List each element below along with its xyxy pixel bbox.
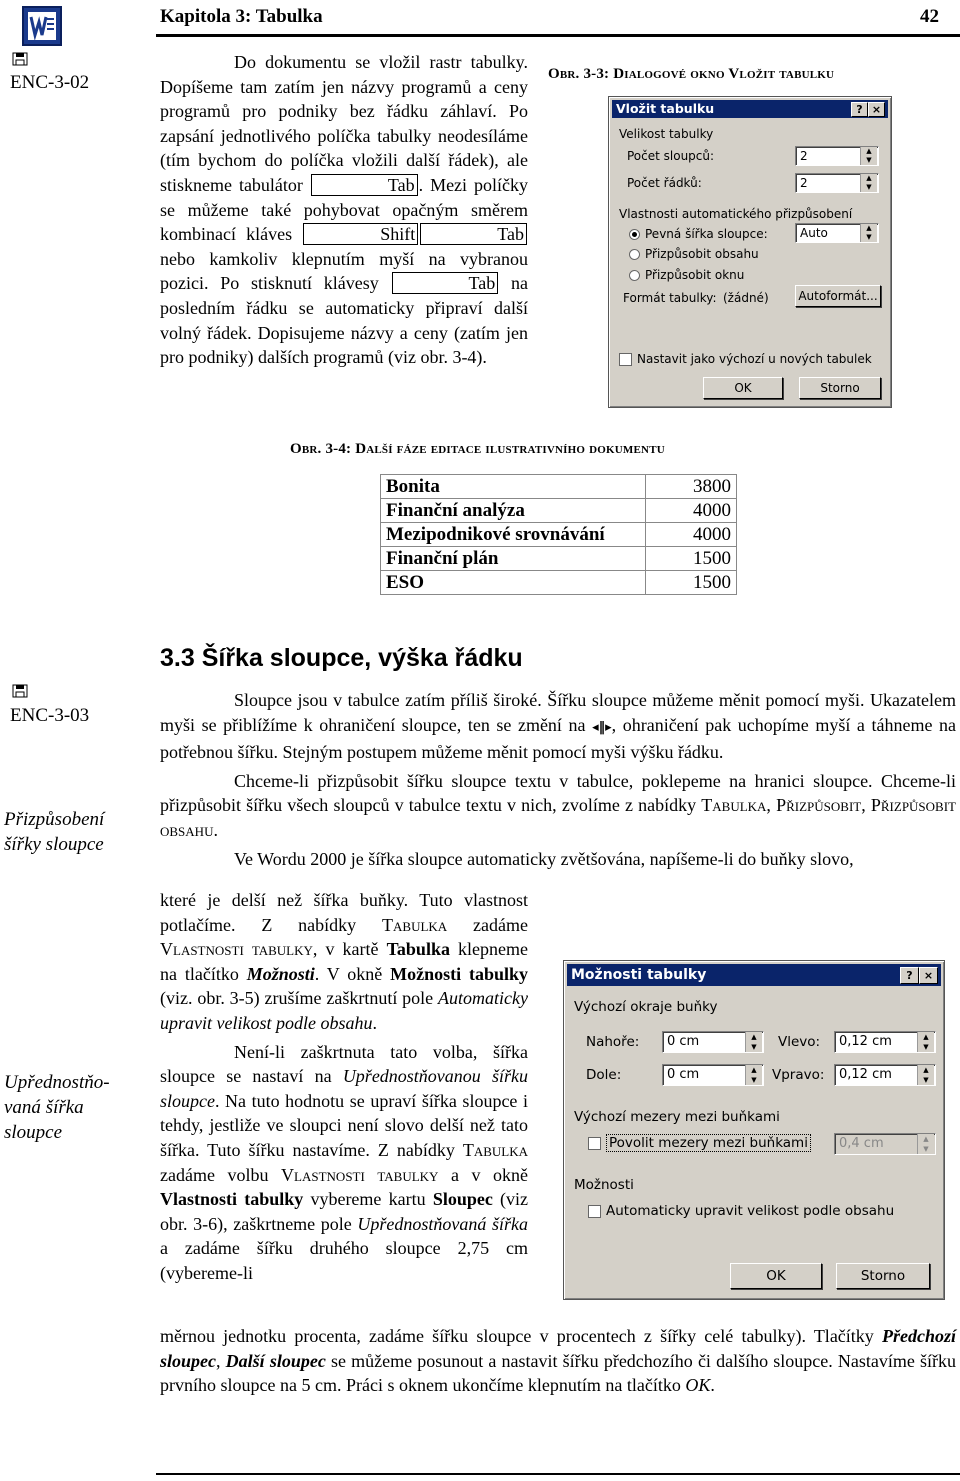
p5-italic-1: Upřednostňovanou šířku sloupce — [160, 1066, 529, 1111]
radio-icon[interactable] — [629, 229, 640, 240]
spacing-checkbox[interactable]: Povolit mezery mezi buňkami — [588, 1135, 811, 1151]
radio-icon[interactable] — [629, 270, 640, 281]
p4-italic-1: Možnosti — [246, 963, 315, 984]
checkbox-icon[interactable] — [619, 353, 632, 366]
p5-text-2: . Na tuto hodnotu se upraví šířka sloupce i tehdy, jestliže ve sloupci není slovo delší než tato šířka. Tuto šířku nastavíme. Z nabídky — [160, 1090, 528, 1160]
cols-input[interactable]: 2 ▲ ▼ — [795, 146, 879, 166]
p5-bold-2: Sloupec — [432, 1189, 493, 1210]
options-group-label: Možnosti — [574, 1177, 634, 1193]
p5-text-8: měrnou jednotku procenta, zadáme šířku sloupce v procentech z šířky celé tabulky). Tlačítky — [160, 1326, 874, 1346]
key-tab: Tab — [311, 174, 418, 196]
close-icon[interactable]: × — [868, 102, 885, 117]
size-group-label: Velikost tabulky — [619, 127, 714, 141]
p5-text-3: zadáme volbu — [160, 1164, 269, 1185]
spinner-icon[interactable]: ▲ ▼ — [745, 1065, 762, 1085]
p5-text-4: a v okně — [450, 1164, 529, 1185]
p1-text-4: na posledním řádku se automaticky připraví další volný řádek. Dopisujeme názvy a ceny (zatím jen pro podniky) dalších programů (viz obr. 3-4). — [160, 273, 528, 368]
p4-text-2: které je delší než šířka buňky. Tuto vlastnost potlačíme. Z nabídky — [160, 890, 528, 935]
close-icon[interactable]: × — [919, 967, 938, 984]
insert-table-dialog — [608, 96, 892, 408]
paragraph-5-end — [160, 1324, 956, 1398]
default-checkbox[interactable]: Nastavit jako výchozí u nových tabulek — [619, 352, 872, 366]
key-shift: Shift — [303, 223, 418, 245]
dialog-title: Vložit tabulku — [616, 101, 715, 116]
table-cell: 3800 — [646, 475, 737, 499]
dialog-titlebar — [567, 964, 941, 986]
p5-text-10: se můžeme posunout a nastavit šířku předchozího či dalšího sloupce. Nastavíme šířku prvního sloupce na 5 cm. Práci s oknem ukončíme klepnutím na tlačítko — [160, 1350, 956, 1396]
p5-text-11: . — [710, 1375, 715, 1396]
bottom-label: Dole: — [586, 1067, 622, 1083]
fixed-width-input[interactable]: Auto ▲ ▼ — [795, 223, 879, 243]
page-number: 42 — [920, 6, 939, 27]
disk-icon — [12, 52, 28, 71]
p5-text-6: (viz obr. 3-6), zaškrtneme pole — [160, 1189, 529, 1234]
spacing-group-label: Výchozí mezery mezi buňkami — [574, 1109, 780, 1125]
paragraph-2 — [160, 688, 956, 871]
p5-menu-2: Vlastnosti tabulky — [281, 1164, 439, 1185]
table-row — [381, 571, 737, 595]
help-icon[interactable]: ? — [900, 967, 919, 984]
p3-text-1: Chceme-li přizpůsobit šířku sloupce textu v tabulce, poklepeme na hranici sloupce. Chceme-li přizpůsobit šířku všech sloupců v tabulce textu v nich, zvolíme z nabídky — [160, 770, 956, 816]
programs-table — [380, 474, 737, 595]
table-cell: Bonita — [381, 475, 646, 499]
left-label: Vlevo: — [778, 1034, 821, 1050]
p5-text-1: Není-li zaškrtnuta tato volba, šířka sloupce se nastaví na — [160, 1041, 528, 1087]
p4-text-5: klepneme na tlačítko — [160, 939, 528, 984]
right-input[interactable]: 0,12 cm ▲ ▼ — [834, 1064, 936, 1086]
p5-italic-4: Další sloupec — [225, 1350, 326, 1371]
margin-code-2: ENC-3-03 — [10, 705, 90, 726]
key-tab: Tab — [392, 272, 499, 294]
radio-fit-window[interactable]: Přizpůsobit oknu — [629, 268, 744, 282]
radio-icon[interactable] — [629, 249, 640, 260]
p1-text-2: . Mezi políčky se můžeme také pohybovat opačným směrem kombinací kláves — [160, 174, 528, 245]
p4-italic-2: Automaticky upravit velikost podle obsahu — [160, 988, 528, 1033]
ok-button[interactable]: OK — [703, 377, 783, 399]
bottom-input[interactable]: 0 cm ▲ ▼ — [662, 1064, 764, 1086]
p4-text-6: . V okně — [314, 963, 383, 984]
table-cell: 1500 — [646, 547, 737, 571]
table-cell: 1500 — [646, 571, 737, 595]
p2-text-2: , ohraničení pak uchopíme myší a táhneme na potřebnou šířku. Stejným postupem můžeme měnit pomocí myši výšku řádku. — [160, 714, 957, 763]
dialog-titlebar — [612, 100, 888, 118]
p5-italic-2: Upřednostňovaná šířka — [357, 1213, 529, 1234]
cancel-button[interactable]: Storno — [836, 1263, 930, 1289]
spacing-input[interactable]: 0,4 cm ▲ ▼ — [834, 1133, 936, 1155]
ok-button[interactable]: OK — [730, 1263, 822, 1289]
format-label: Formát tabulky: — [623, 291, 717, 305]
checkbox-icon[interactable] — [588, 1205, 601, 1218]
p5-text-7: a zadáme šířku druhého sloupce 2,75 cm (vybereme-li — [160, 1238, 528, 1283]
cols-label: Počet sloupců: — [627, 149, 715, 163]
checkbox-icon[interactable] — [588, 1137, 601, 1150]
spinner-icon[interactable]: ▲ ▼ — [860, 224, 877, 242]
p5-text-9: , — [216, 1350, 221, 1371]
table-cell: Finanční plán — [381, 547, 646, 571]
radio-fit-content[interactable]: Přizpůsobit obsahu — [629, 247, 759, 261]
table-cell: Finanční analýza — [381, 499, 646, 523]
table-cell: Mezipodnikové srovnávání — [381, 523, 646, 547]
spinner-icon[interactable]: ▲ ▼ — [917, 1032, 934, 1052]
rows-label: Počet řádků: — [627, 176, 702, 190]
table-row — [381, 523, 737, 547]
p4-bold-2: Možnosti tabulky — [390, 963, 528, 984]
table-cell: 4000 — [646, 523, 737, 547]
table-row — [381, 475, 737, 499]
header-rule — [156, 34, 960, 37]
p5-menu-1: Tabulka — [462, 1139, 529, 1160]
p4-text-1: Ve Wordu 2000 je šířka sloupce automaticky zvětšována, napíšeme-li do buňky slovo, — [234, 848, 854, 869]
p3-menu-path: Tabulka, Přizpůsobit, Přizpůsobit obsahu — [160, 795, 956, 840]
margin-note-1: Přizpůsobení šířky sloupce — [4, 809, 105, 855]
table-cell: 4000 — [646, 499, 737, 523]
word-logo-icon — [22, 6, 62, 46]
left-input[interactable]: 0,12 cm ▲ ▼ — [834, 1031, 936, 1053]
margin-note-2: Upřednostňo-vaná šířka sloupce — [4, 1072, 110, 1143]
table-options-dialog — [563, 960, 945, 1300]
right-label: Vpravo: — [772, 1067, 825, 1083]
autofit-group-label: Vlastnosti automatického přizpůsobení — [619, 207, 853, 221]
autoformat-button[interactable]: Autoformát... — [795, 285, 881, 307]
key-tab: Tab — [420, 223, 527, 245]
p5-italic-3: Předchozí sloupec — [160, 1326, 956, 1371]
radio-fixed-width[interactable]: Pevná šířka sloupce: — [629, 227, 768, 241]
paragraph-1 — [160, 50, 528, 370]
p5-text-5: vybereme kartu — [310, 1189, 426, 1210]
p4-text-4: , v kartě — [312, 939, 379, 960]
spinner-icon[interactable]: ▲ ▼ — [917, 1065, 934, 1085]
section-heading: 3.3 Šířka sloupce, výška řádku — [160, 644, 523, 672]
margin-code-1: ENC-3-02 — [10, 72, 90, 93]
chapter-title: Kapitola 3: Tabulka — [160, 6, 323, 27]
rows-input[interactable]: 2 ▲ ▼ — [795, 173, 879, 193]
table-cell: ESO — [381, 571, 646, 595]
p4-menu-2: Vlastnosti tabulky — [160, 939, 313, 960]
p5-italic-5: OK — [685, 1375, 711, 1396]
p4-bold-1: Tabulka — [386, 939, 450, 960]
top-input[interactable]: 0 cm ▲ ▼ — [662, 1031, 764, 1053]
dialog-title: Možnosti tabulky — [571, 967, 707, 983]
table-row — [381, 547, 737, 571]
cancel-button[interactable]: Storno — [799, 377, 881, 399]
p5-bold-1: Vlastnosti tabulky — [160, 1189, 304, 1210]
p3-text-2: . — [213, 819, 218, 840]
spinner-icon[interactable]: ▲ ▼ — [860, 147, 877, 165]
p4-text-3: zadáme — [473, 914, 529, 935]
p1-text-3: nebo kamkoliv klepnutím myší na vybranou pozici. Po stisknutí klávesy — [160, 248, 528, 294]
table-row — [381, 499, 737, 523]
resize-cursor-icon: ◂‖▸ — [592, 719, 612, 735]
p4-text-7: (viz. obr. 3-5) zrušíme zaškrtnutí pole — [160, 988, 434, 1009]
p4-text-8: . — [372, 1012, 377, 1033]
p1-text-1: Do dokumentu se vložil rastr tabulky. Dopíšeme tam zatím jen názvy programů a ceny programů pro podniky bez řádku záhlaví. Po zapsání jednotlivého políčka tabulky neodesíláme (tím bychom do políčka vložili další řádek), ale stiskneme tabulátor — [160, 52, 528, 195]
disk-icon — [12, 684, 28, 703]
spinner-icon[interactable]: ▲ ▼ — [860, 174, 877, 192]
autofit-checkbox[interactable]: Automaticky upravit velikost podle obsahu — [588, 1203, 894, 1219]
margins-group-label: Výchozí okraje buňky — [574, 999, 718, 1015]
format-value: (žádné) — [723, 291, 769, 305]
spinner-icon[interactable]: ▲ ▼ — [917, 1134, 934, 1154]
help-icon[interactable]: ? — [851, 102, 868, 117]
top-label: Nahoře: — [586, 1034, 640, 1050]
figure-caption-3-4: Obr. 3-4: Další fáze editace ilustrativního dokumentu — [290, 441, 665, 457]
spinner-icon[interactable]: ▲ ▼ — [745, 1032, 762, 1052]
footer-rule — [156, 1473, 960, 1475]
paragraph-4 — [160, 888, 528, 1286]
p2-text-1: Sloupce jsou v tabulce zatím příliš široké. Šířku sloupce můžeme měnit pomocí myši. Ukazatelem myši se přiblížíme k ohraničení sloupce, ten se změní na — [160, 690, 956, 735]
figure-caption-3-3: Obr. 3-3: Dialogové okno Vložit tabulku — [548, 66, 835, 82]
p4-menu-1: Tabulka — [382, 914, 448, 935]
